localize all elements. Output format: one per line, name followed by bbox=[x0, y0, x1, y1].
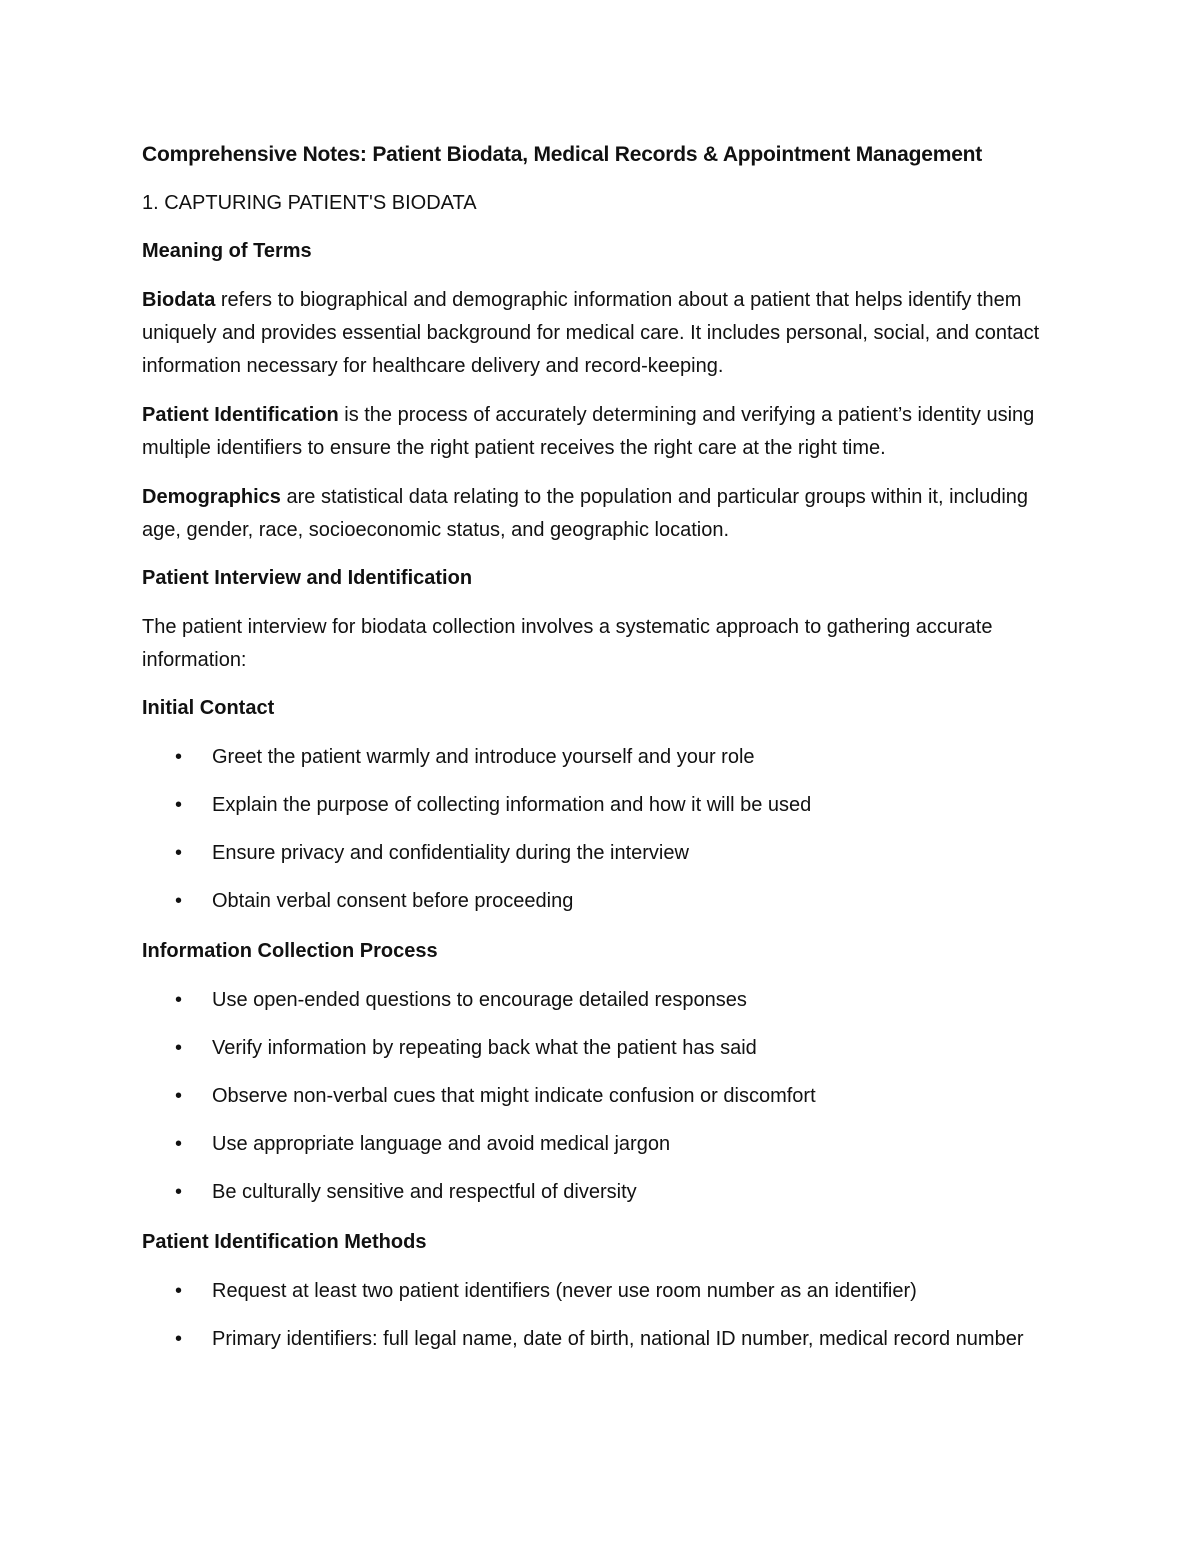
list-item-text: Observe non-verbal cues that might indicate confusion or discomfort bbox=[212, 1085, 816, 1107]
list-item bbox=[142, 1176, 1062, 1209]
bullet-icon: • bbox=[175, 746, 183, 768]
interview-heading: Patient Interview and Identification bbox=[142, 567, 473, 589]
list-item bbox=[142, 1323, 1062, 1356]
bullet-icon: • bbox=[175, 794, 183, 816]
document-title: Comprehensive Notes: Patient Biodata, Medical Records & Appointment Management bbox=[142, 143, 983, 166]
meaning-of-terms-heading: Meaning of Terms bbox=[142, 240, 312, 262]
collection-process-heading: Information Collection Process bbox=[142, 940, 438, 962]
list-item bbox=[142, 1128, 1062, 1161]
bullet-icon: • bbox=[175, 890, 183, 912]
list-item bbox=[142, 789, 1062, 822]
list-item-text: Request at least two patient identifiers (never use room number as an identifier) bbox=[212, 1280, 917, 1302]
list-item-text: Use open-ended questions to encourage detailed responses bbox=[212, 989, 747, 1011]
bullet-icon: • bbox=[175, 1037, 183, 1059]
list-item-text: Greet the patient warmly and introduce yourself and your role bbox=[212, 746, 755, 768]
definition-text: are statistical data relating to the population and particular groups within it, including age, gender, race, socioeconomic status, and geographic location. bbox=[142, 486, 1029, 541]
interview-intro: The patient interview for biodata collection involves a systematic approach to gathering accurate information: bbox=[142, 616, 993, 671]
list-item-text: Verify information by repeating back what the patient has said bbox=[212, 1037, 757, 1059]
list-item-text: Explain the purpose of collecting information and how it will be used bbox=[212, 794, 812, 816]
list-item bbox=[142, 1275, 1062, 1308]
term-demographics: Demographics bbox=[142, 486, 281, 508]
bullet-icon: • bbox=[175, 842, 183, 864]
list-item-text: Obtain verbal consent before proceeding bbox=[212, 890, 574, 912]
list-item bbox=[142, 885, 1062, 918]
patient-identification-definition bbox=[142, 399, 1062, 465]
list-item bbox=[142, 1032, 1062, 1065]
document-page bbox=[142, 140, 1062, 1374]
initial-contact-list bbox=[142, 741, 1062, 918]
collection-process-list bbox=[142, 984, 1062, 1209]
list-item-text: Be culturally sensitive and respectful of diversity bbox=[212, 1181, 637, 1203]
list-item bbox=[142, 837, 1062, 870]
list-item-text: Use appropriate language and avoid medical jargon bbox=[212, 1133, 671, 1155]
bullet-icon: • bbox=[175, 1280, 183, 1302]
section-heading: 1. CAPTURING PATIENT'S BIODATA bbox=[142, 192, 477, 214]
bullet-icon: • bbox=[175, 1328, 183, 1350]
bullet-icon: • bbox=[175, 1133, 183, 1155]
bullet-icon: • bbox=[175, 1085, 183, 1107]
identification-methods-heading: Patient Identification Methods bbox=[142, 1231, 427, 1253]
initial-contact-heading: Initial Contact bbox=[142, 697, 275, 719]
list-item bbox=[142, 984, 1062, 1017]
bullet-icon: • bbox=[175, 1181, 183, 1203]
list-item-text: Ensure privacy and confidentiality during the interview bbox=[212, 842, 689, 864]
demographics-definition bbox=[142, 481, 1062, 547]
term-patient-identification: Patient Identification bbox=[142, 404, 339, 426]
list-item bbox=[142, 1080, 1062, 1113]
list-item-text: Primary identifiers: full legal name, date of birth, national ID number, medical record number bbox=[212, 1328, 1024, 1350]
identification-methods-list bbox=[142, 1275, 1062, 1356]
biodata-definition bbox=[142, 284, 1062, 383]
term-biodata: Biodata bbox=[142, 289, 216, 311]
list-item bbox=[142, 741, 1062, 774]
definition-text: refers to biographical and demographic information about a patient that helps identify them uniquely and provides essential background for medical care. It includes personal, social, and contact information necessary for healthcare delivery and record-keeping. bbox=[142, 289, 1040, 377]
bullet-icon: • bbox=[175, 989, 183, 1011]
definition-text: is the process of accurately determining and verifying a patient’s identity using multiple identifiers to ensure the right patient receives the right care at the right time. bbox=[142, 404, 1035, 459]
